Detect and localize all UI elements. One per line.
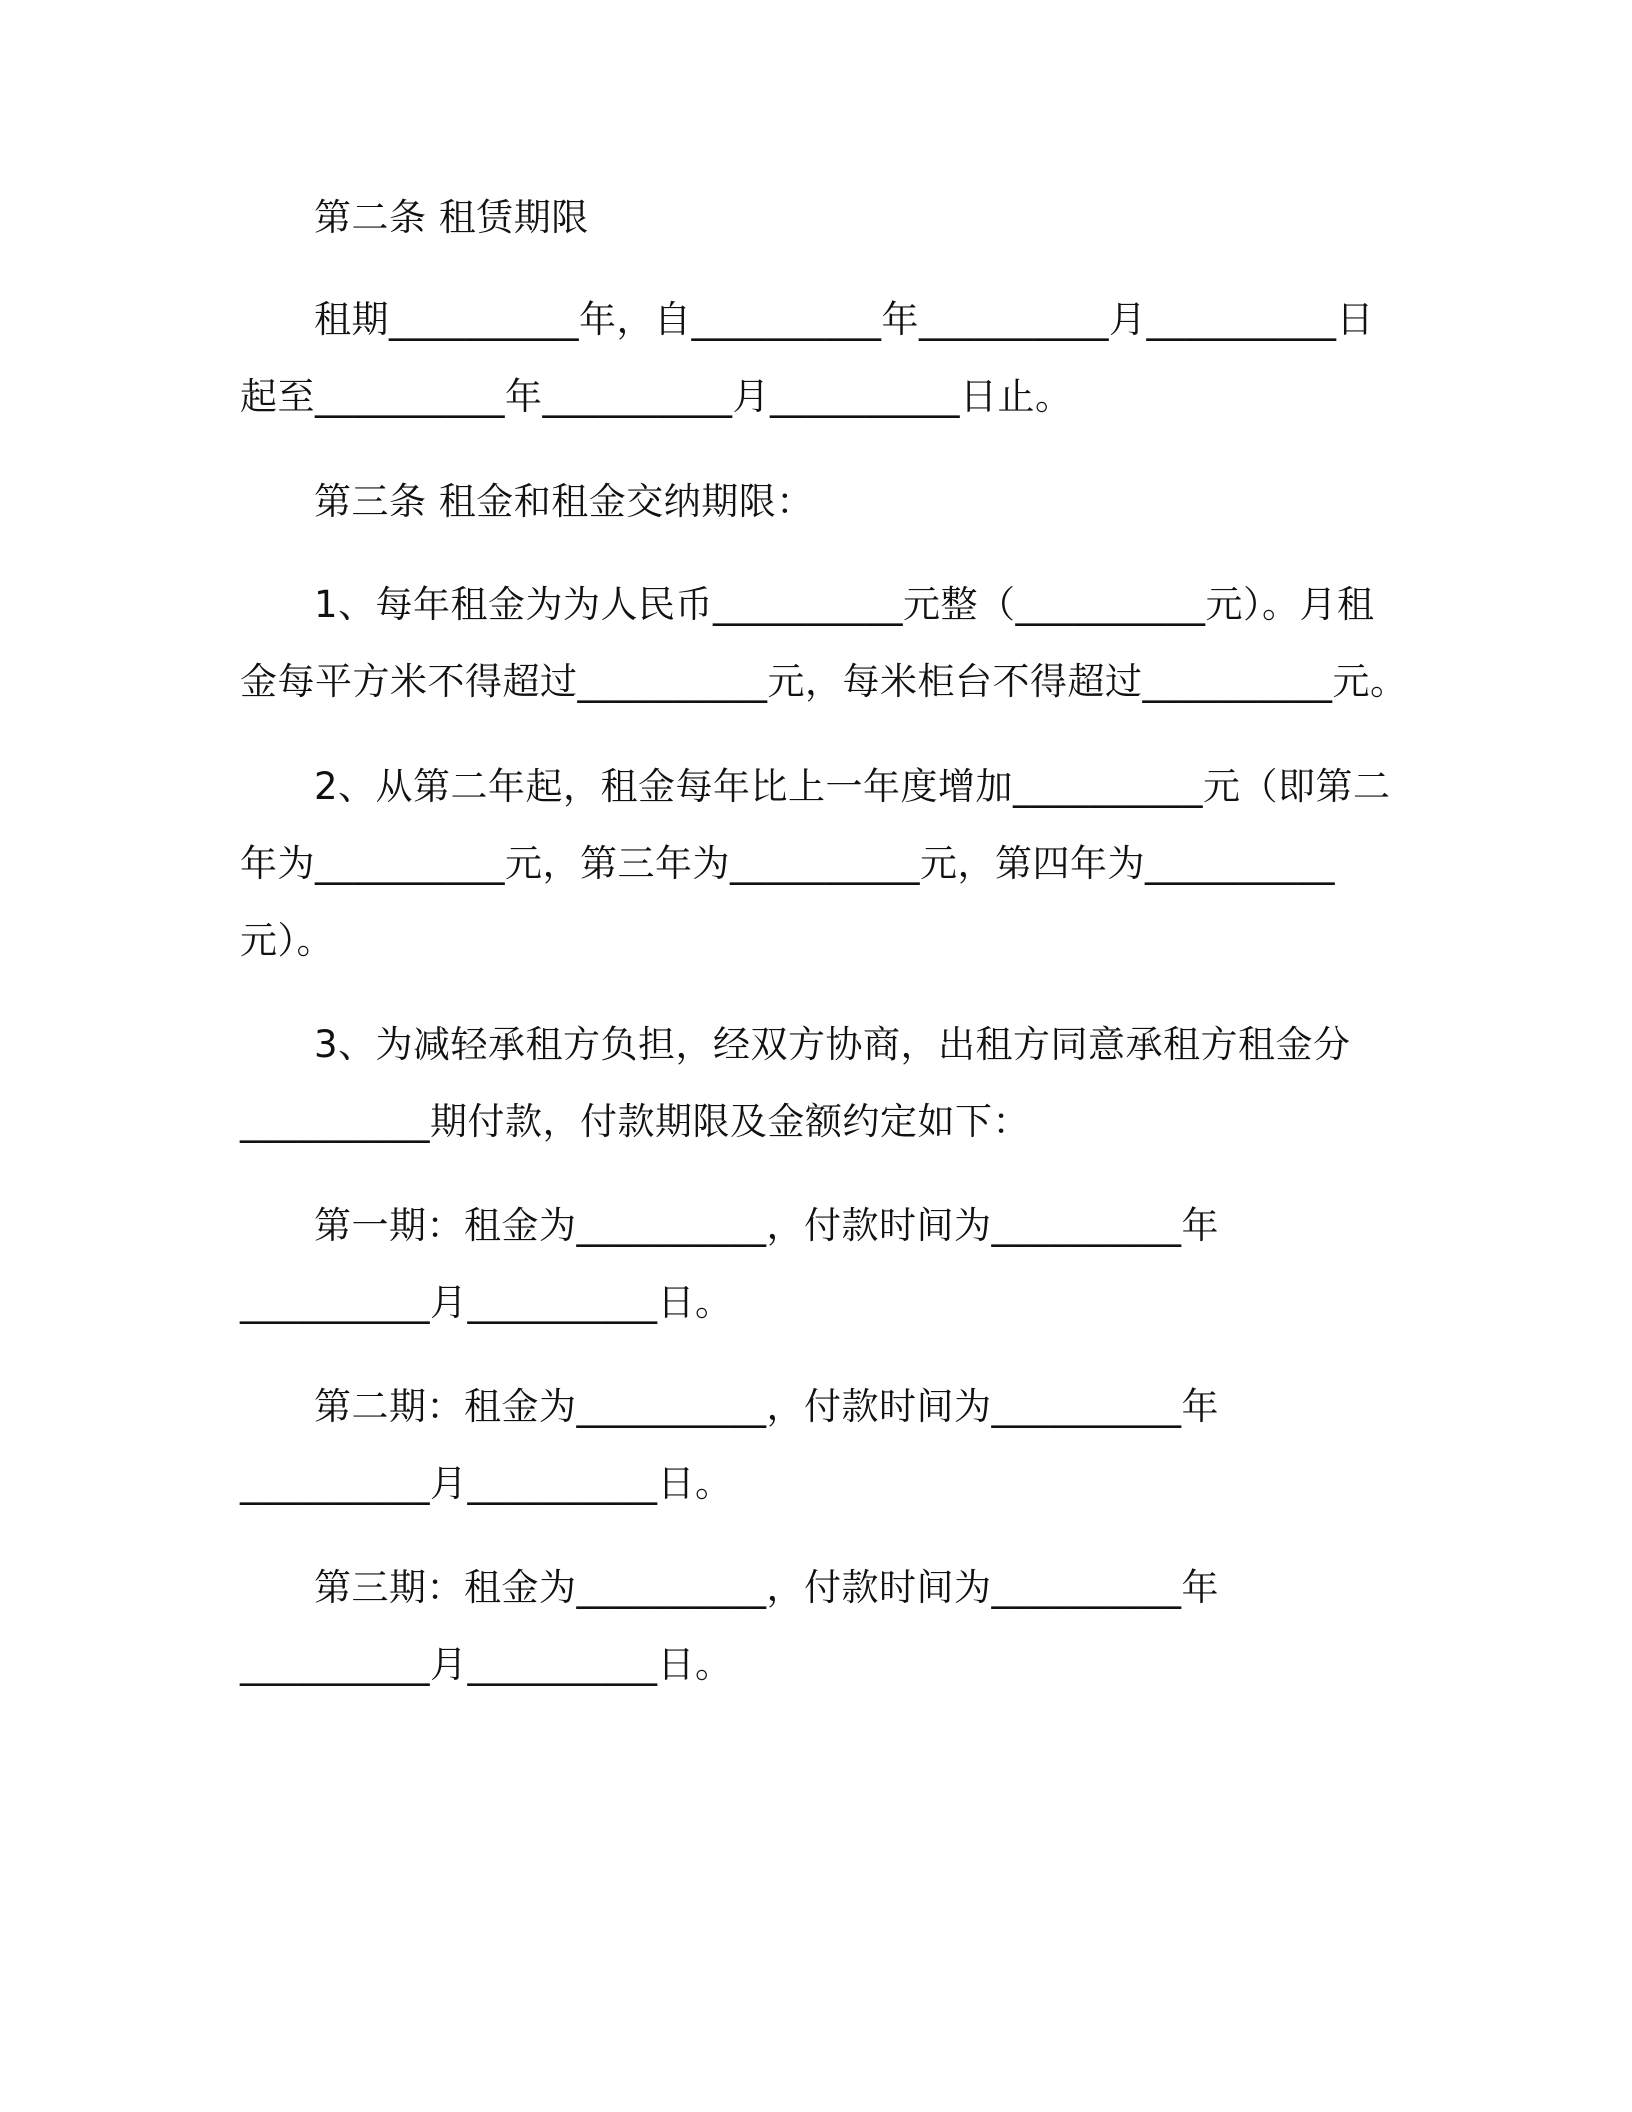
item-2-line-2: 年为__________元，第三年为__________元，第四年为__________: [240, 842, 1335, 885]
installment-3-line-2: __________月__________日。: [240, 1643, 733, 1686]
installment-1-line-2: __________月__________日。: [240, 1281, 733, 1324]
installment-1-line-1: 第一期：租金为__________，付款时间为__________年: [314, 1204, 1219, 1247]
item-2-line-1: 2、从第二年起，租金每年比上一年度增加__________元（即第二: [314, 765, 1391, 808]
item-3-line-2: __________期付款，付款期限及金额约定如下：: [240, 1100, 1030, 1143]
article-2-line-1: 租期__________年，自__________年__________月__________日: [314, 298, 1374, 341]
installment-2-line-1: 第二期：租金为__________，付款时间为__________年: [314, 1385, 1219, 1428]
article-2-line-2: 起至__________年__________月__________日止。: [240, 375, 1073, 418]
item-1-line-1: 1、每年租金为为人民币__________元整（__________元）。月租: [314, 583, 1375, 626]
item-1-line-2: 金每平方米不得超过__________元，每米柜台不得超过__________元。: [240, 660, 1408, 703]
item-3-line-1: 3、为减轻承租方负担，经双方协商，出租方同意承租方租金分: [314, 1023, 1351, 1066]
article-3-heading: 第三条 租金和租金交纳期限：: [314, 480, 814, 523]
article-2-heading: 第二条 租赁期限: [314, 196, 589, 239]
installment-3-line-1: 第三期：租金为__________，付款时间为__________年: [314, 1566, 1219, 1609]
installment-2-line-2: __________月__________日。: [240, 1462, 733, 1505]
item-2-line-3: 元）。: [240, 919, 334, 962]
